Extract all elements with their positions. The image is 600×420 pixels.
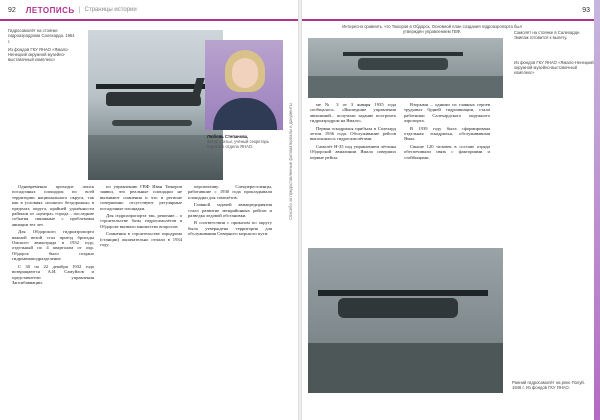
header-rule xyxy=(302,19,600,21)
caption-name: Любовь Степанова, xyxy=(207,134,249,139)
text-column-3 xyxy=(188,184,272,239)
portrait-caption xyxy=(207,134,287,150)
page-number: 93 xyxy=(582,6,590,14)
caption-text: автор статьи, учёный секретарь научного отдела ЯНАО. xyxy=(207,139,270,150)
right-header xyxy=(302,0,600,20)
side-caption-source: Из фондов ГКУ ЯНАО «Ямало-Ненецкий окружной музейно-выставочный комплекс» xyxy=(8,46,69,63)
paragraph: Самолёт Н-35 под управлением лётчика Обдорской авиалинии Ямала совершил первые рейсы. xyxy=(310,143,396,160)
text-column-1 xyxy=(12,184,94,287)
ground xyxy=(308,343,503,393)
bottom-note: Ранний гидросамолёт на реке Полуй. 1946 г. Из фондов ГКУ ЯНАО. xyxy=(512,380,585,391)
paragraph: В 1939 году была сформирована отдельная эскадрилья, обслуживавшая Ямал. xyxy=(404,125,490,142)
header-rule xyxy=(0,19,298,21)
plane-body xyxy=(358,58,448,70)
paragraph: Свыше 120 человек в составе отряда обеспечивали связь с факториями и стойбищами. xyxy=(404,143,490,160)
portrait-shoulders xyxy=(213,98,277,130)
side-caption-text: Гидросамолёт на стоянке гидроаэродрома Салехарда. 1964 г. xyxy=(8,28,75,44)
side-note-mid: Из фондов ГКУ ЯНАО «Ямало-Ненецкий окружной музейно-выставочный комплекс» xyxy=(514,60,594,76)
header-separator: | xyxy=(78,6,81,14)
left-page xyxy=(0,0,298,420)
plane-float xyxy=(112,120,192,126)
text-column-2 xyxy=(100,184,182,249)
left-header xyxy=(0,0,298,20)
text-column-1 xyxy=(310,102,396,162)
plane-body xyxy=(106,92,201,106)
water xyxy=(308,76,503,98)
bottom-photo xyxy=(308,248,503,393)
paragraph: Первая эскадрилья прибыла в Салехард летом 1936 года. Обслуживание рейсов выполнялось гидросамолётами. xyxy=(310,125,396,142)
top-photo xyxy=(308,38,503,98)
author-portrait xyxy=(205,40,283,130)
subsection-title: Страницы истории xyxy=(84,7,137,13)
paragraph: Вторыми – одними из главных героев трудовых будней гидроавиации, стали работники Салехардского окружного аэропорта. xyxy=(404,102,490,124)
seaplane-photo xyxy=(88,30,223,180)
paragraph: по управлению ГВФ Иван Тюкоров заявил, что реальные площадки не вызывают сомнения и что в регионе совершенно отсутствуют регулярные посадочные площадки. xyxy=(100,184,182,211)
side-note-top: Самолёт на стоянке в Салехарде. Экипаж готовится к вылету. xyxy=(514,30,581,41)
top-photo-caption: Интересно сравнить, что Тюкоров в Обдорск. Основной план создания гидроаэропорта был утверждён управлением ГВФ. xyxy=(342,24,522,35)
plane-wing xyxy=(318,290,488,296)
paragraph: Главной задачей авиапредприятия стало развитие межрайонных рейсов и разведка ледовой обстановки. xyxy=(188,202,272,219)
section-title: ЛЕТОПИСЬ xyxy=(25,5,75,15)
side-caption xyxy=(8,28,76,63)
paragraph: Для Обдорского гидроаэропорта важной вехой стал приезд бригады Омского авиаотряда в 1932 году, отдельный по 4 кварталам от окр. Обдорск было создано гидроавиаподразделение. xyxy=(12,229,94,262)
paragraph: Сомнения в строительстве аэродрома (станции) окончательно отпали в 1934 году. xyxy=(100,231,182,248)
paragraph: В соответствии с приказом по округу была утверждена территория для обслуживания Северного морского пути. xyxy=(188,220,272,237)
water xyxy=(88,135,223,180)
paragraph: Для гидроаэропорта так, решение... о строительстве базы гидросамолётов в Обдорске вызвало множество вопросов. xyxy=(100,213,182,229)
vertical-caption: Спасибо за предоставленные фотоматериалы и документы xyxy=(288,103,293,220)
plane-body xyxy=(338,298,458,318)
right-page xyxy=(302,0,600,420)
paragraph: С 30 по 22 декабря 1932 года возвращаются А.И. Самуйлов и представители управления Запсибавиации. xyxy=(12,263,94,285)
plane-wing xyxy=(343,52,463,56)
paragraph: Одновременно проходит поиск посадочных площадок по всей территории национального округа, так как в условиях «полного бездорожья» в пределах округа, крайней удалённости районов от «центра» города... последние события связанные с проблемами авиации тех лет. xyxy=(12,184,94,227)
paragraph: перспективу. Спецпереселенцы, работавшие с 1930 года прокладывали площадки для самолётов. xyxy=(188,184,272,200)
paragraph: ме № 3 от 3 января 1935 года сообщалось: «Вышедшие управления авиалиний... получили задание построить гидроаэродром на Ямале». xyxy=(310,102,396,124)
portrait-face xyxy=(232,58,258,88)
page-number: 92 xyxy=(8,6,16,14)
purple-edge-bar xyxy=(594,0,600,420)
text-column-2 xyxy=(404,102,490,162)
